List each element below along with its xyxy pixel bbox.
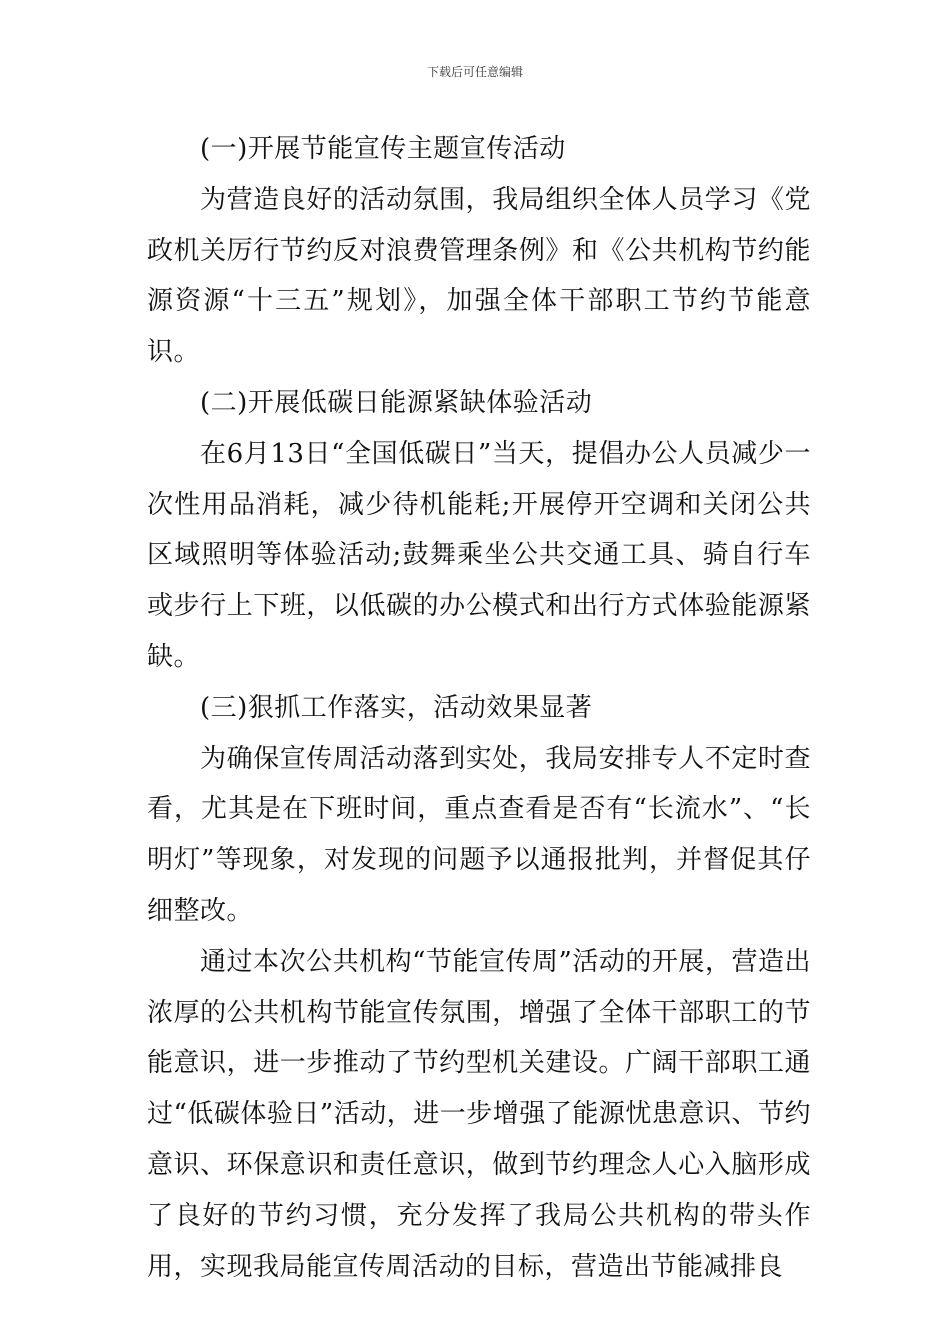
section-heading-1: (一)开展节能宣传主题宣传活动	[200, 134, 566, 164]
section-heading-3: (三)狠抓工作落实，活动效果显著	[200, 692, 593, 723]
paragraph-2: 在6月13日“全国低碳日”当天，提倡办公人员减少一次性用品消耗，减少待机能耗;开展停开空调和关闭公共区域照明等体验活动;鼓舞乘坐公共交通工具、骑自行车或步行上下班，以低碳的办公模式和出行方式体验能源紧缺。	[147, 438, 811, 672]
document-body	[147, 124, 811, 1292]
page-header: 下载后可任意编辑	[426, 65, 523, 79]
paragraph-3: 为确保宣传周活动落到实处，我局安排专人不定时查看，尤其是在下班时间，重点查看是否有“长流水”、“长明灯”等现象，对发现的问题予以通报批判，并督促其仔细整改。	[147, 743, 811, 926]
paragraph-1: 为营造良好的活动氛围，我局组织全体人员学习《党政机关厉行节约反对浪费管理条例》和《公共机构节约能源资源“十三五”规划》，加强全体干部职工节约节能意识。	[147, 184, 811, 368]
section-heading-2: (二)开展低碳日能源紧缺体验活动	[200, 387, 593, 418]
paragraph-4: 通过本次公共机构“节能宣传周”活动的开展，营造出浓厚的公共机构节能宣传氛围，增强了全体干部职工的节能意识，进一步推动了节约型机关建设。广阔干部职工通过“低碳体验日”活动，进一步增强了能源忧患意识、节约意识、环保意识和责任意识，做到节约理念人心入脑形成了良好的节约习惯，充分发挥了我局公共机构的带头作用，实现我局能宣传周活动的目标，营造出节能减排良	[147, 946, 811, 1282]
